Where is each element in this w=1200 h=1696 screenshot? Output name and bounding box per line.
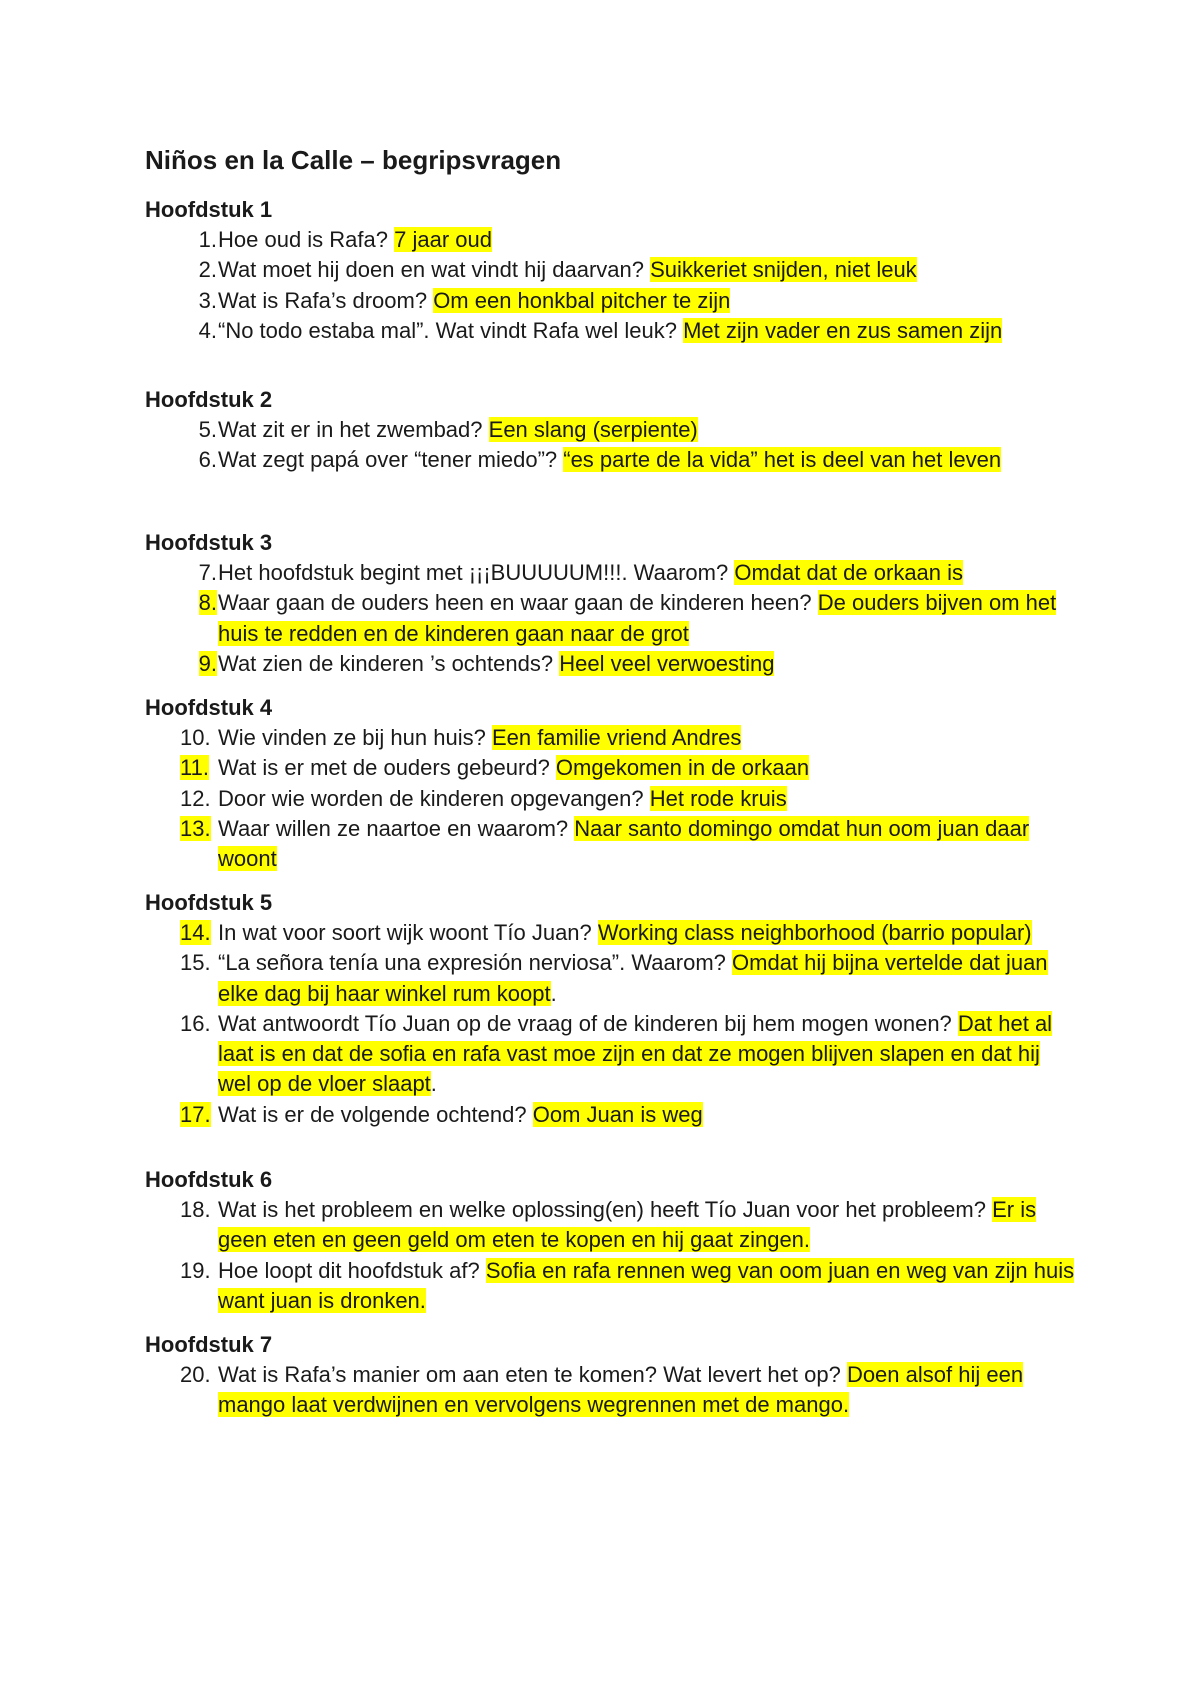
chapter-heading: Hoofdstuk 1 xyxy=(145,197,273,222)
answer-text: Omdat dat de orkaan is xyxy=(734,560,964,585)
question-number-text: 11. xyxy=(180,755,209,781)
question-item xyxy=(145,948,1075,1009)
question-number-text: 4. xyxy=(198,317,217,343)
answer-text: “es parte de la vida” het is deel van het leven xyxy=(563,447,1002,473)
question-item xyxy=(145,784,1075,814)
question-item xyxy=(145,286,1075,316)
question-text: Wat is Rafa’s droom? xyxy=(218,287,434,313)
question-item xyxy=(145,649,1075,679)
question-item xyxy=(145,918,1075,948)
question-number-text: 3. xyxy=(198,287,217,313)
question-list xyxy=(145,1195,1075,1316)
answer-text: Een slang (serpiente) xyxy=(488,417,698,442)
chapter-section xyxy=(145,195,1075,346)
answer-text: Heel veel verwoesting xyxy=(559,650,775,676)
document-title: Niños en la Calle – begripsvragen xyxy=(145,145,562,175)
chapter-section xyxy=(145,888,1075,1130)
chapter-heading: Hoofdstuk 6 xyxy=(145,1167,273,1192)
question-number-text: 12. xyxy=(180,785,211,811)
answer-text: Omdat hij bijna vertelde dat juan elke dag bij haar winkel rum koopt xyxy=(218,950,1048,1006)
answer-text: Er is geen eten en geen geld om eten te kopen en hij gaat zingen. xyxy=(218,1197,1037,1253)
question-number-text: 20. xyxy=(180,1362,211,1387)
question-item xyxy=(145,1195,1075,1256)
question-number-text: 7. xyxy=(198,560,217,585)
question-number xyxy=(180,1100,217,1130)
chapter-section xyxy=(145,385,1075,476)
question-item xyxy=(145,588,1075,649)
chapter-heading: Hoofdstuk 7 xyxy=(145,1332,273,1357)
question-text: Wat is het probleem en welke oplossing(en) heeft Tío Juan voor het probleem? xyxy=(218,1197,993,1222)
question-text: In wat voor soort wijk woont Tío Juan? xyxy=(218,920,598,945)
question-list xyxy=(145,225,1075,346)
question-number xyxy=(179,649,217,679)
question-text: Wat moet hij doen en wat vindt hij daarvan? xyxy=(218,257,651,283)
question-number xyxy=(180,918,217,948)
question-item xyxy=(145,415,1075,445)
question-text: Wat antwoordt Tío Juan op de vraag of de kinderen bij hem mogen wonen? xyxy=(218,1010,958,1036)
question-text: Waar gaan de ouders heen en waar gaan de kinderen heen? xyxy=(218,590,818,616)
question-number xyxy=(180,1009,217,1039)
question-item xyxy=(145,753,1075,783)
answer-text: Omgekomen in de orkaan xyxy=(555,755,810,781)
question-text: Waar willen ze naartoe en waarom? xyxy=(218,815,575,841)
question-number xyxy=(179,316,217,346)
answer-text: Om een honkbal pitcher te zijn xyxy=(433,287,731,313)
answer-text: Een familie vriend Andres xyxy=(491,725,742,750)
question-number xyxy=(180,814,217,844)
question-number-text: 18. xyxy=(180,1197,211,1222)
chapter-section xyxy=(145,693,1075,874)
question-number-text: 19. xyxy=(180,1257,211,1283)
answer-trailing-punctuation: . xyxy=(550,980,557,1006)
question-item xyxy=(145,316,1075,346)
chapter-heading: Hoofdstuk 3 xyxy=(145,530,273,555)
chapter-heading: Hoofdstuk 5 xyxy=(145,890,273,915)
question-item xyxy=(145,1100,1075,1130)
question-number xyxy=(179,588,217,618)
answer-text: Doen alsof hij een mango laat verdwijnen en vervolgens wegrennen met de mango. xyxy=(218,1362,1024,1418)
question-text: Wat zien de kinderen ’s ochtends? xyxy=(218,650,560,676)
question-text: “La señora tenía una expresión nerviosa”. Waarom? xyxy=(218,950,733,976)
question-number-text: 9. xyxy=(198,650,217,676)
question-number xyxy=(180,1195,217,1225)
question-number xyxy=(180,784,217,814)
answer-text: Naar santo domingo omdat hun oom juan daar woont xyxy=(218,815,1030,872)
question-item xyxy=(145,814,1075,875)
question-number-text: 16. xyxy=(180,1010,211,1036)
question-number xyxy=(180,1360,217,1390)
chapter-section xyxy=(145,1165,1075,1316)
question-text: Wat is er de volgende ochtend? xyxy=(218,1101,533,1127)
question-number xyxy=(179,255,217,285)
question-item xyxy=(145,1360,1075,1421)
question-number-text: 8. xyxy=(198,590,217,616)
answer-text: Working class neighborhood (barrio popular) xyxy=(597,920,1032,945)
answer-text: Sofia en rafa rennen weg van oom juan en weg van zijn huis want juan is dronken. xyxy=(218,1257,1075,1313)
question-text: Wat zit er in het zwembad? xyxy=(218,417,489,442)
answer-trailing-punctuation: . xyxy=(430,1071,437,1097)
question-text: Wat is Rafa’s manier om aan eten te komen? Wat levert het op? xyxy=(218,1362,847,1387)
question-text: “No todo estaba mal”. Wat vindt Rafa wel leuk? xyxy=(218,317,684,343)
question-number xyxy=(180,753,217,783)
question-number xyxy=(179,286,217,316)
question-text: Het hoofdstuk begint met ¡¡¡BUUUUUM!!!. Waarom? xyxy=(218,560,735,585)
chapter-heading: Hoofdstuk 2 xyxy=(145,387,273,412)
question-number-text: 6. xyxy=(198,447,217,473)
answer-text: Oom Juan is weg xyxy=(532,1101,703,1127)
question-text: Hoe oud is Rafa? xyxy=(218,227,395,252)
answer-text: Dat het al laat is en dat de sofia en rafa vast moe zijn en dat ze mogen blijven slapen en dat hij wel op de vloer slaapt xyxy=(218,1010,1053,1097)
question-number xyxy=(180,948,217,978)
question-item xyxy=(145,445,1075,475)
question-text: Wat is er met de ouders gebeurd? xyxy=(218,755,556,781)
question-list xyxy=(145,723,1075,874)
question-item xyxy=(145,255,1075,285)
question-text: Wat zegt papá over “tener miedo”? xyxy=(218,447,564,473)
question-number-text: 14. xyxy=(180,920,211,945)
answer-text: Suikkeriet snijden, niet leuk xyxy=(650,257,917,283)
answer-text: Het rode kruis xyxy=(649,785,787,811)
question-list xyxy=(145,415,1075,476)
chapter-section xyxy=(145,528,1075,679)
answer-text: De ouders bijven om het huis te redden en de kinderen gaan naar de grot xyxy=(218,590,1057,646)
question-number xyxy=(180,723,217,753)
question-number-text: 5. xyxy=(198,417,217,442)
question-list xyxy=(145,1360,1075,1421)
question-text: Wie vinden ze bij hun huis? xyxy=(218,725,492,750)
question-number xyxy=(179,558,217,588)
question-number xyxy=(179,415,217,445)
question-item xyxy=(145,558,1075,588)
question-list xyxy=(145,558,1075,679)
question-item xyxy=(145,723,1075,753)
answer-text: 7 jaar oud xyxy=(394,227,492,252)
question-number-text: 15. xyxy=(180,950,211,976)
question-text: Hoe loopt dit hoofdstuk af? xyxy=(218,1257,486,1283)
question-item xyxy=(145,225,1075,255)
question-number-text: 1. xyxy=(198,227,217,252)
question-item xyxy=(145,1256,1075,1317)
question-number-text: 17. xyxy=(180,1101,211,1127)
question-number xyxy=(179,225,217,255)
question-number xyxy=(179,445,217,475)
question-number-text: 2. xyxy=(198,257,217,283)
question-number-text: 10. xyxy=(180,725,211,750)
question-text: Door wie worden de kinderen opgevangen? xyxy=(218,785,650,811)
question-item xyxy=(145,1009,1075,1100)
chapter-section xyxy=(145,1330,1075,1421)
answer-text: Met zijn vader en zus samen zijn xyxy=(683,317,1003,343)
question-number-text: 13. xyxy=(180,815,211,841)
question-number xyxy=(180,1256,217,1286)
question-list xyxy=(145,918,1075,1130)
chapter-heading: Hoofdstuk 4 xyxy=(145,695,273,720)
